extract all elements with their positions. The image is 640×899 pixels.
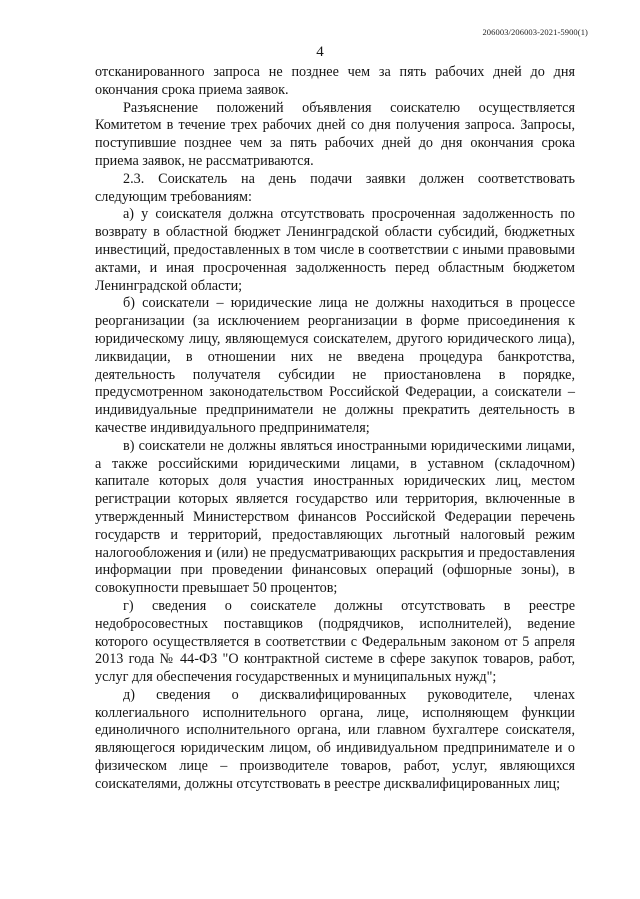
page-number: 4 <box>316 44 324 60</box>
paragraph-item-v: в) соискатели не должны являться иностранными юридическими лицами, а также российскими юридическими лицами, в уставном (складочном) капитале которых доля участия иностранных юридических лиц, местом регистрации которых является государство или территория, включенные в утвержденный Министерством финансов Российской Федерации перечень государств и территорий, предоставляющих льготный налоговый режим налогообложения и (или) не предусматривающих раскрытия и предоставления информации при проведении финансовых операций (офшорные зоны), в совокупности превышает 50 процентов; <box>95 437 575 597</box>
paragraph-item-d: д) сведения о дисквалифицированных руководителе, членах коллегиального исполнительного органа, лице, исполняющем функции единоличного исполнительного органа, или главном бухгалтере соискателя, являющегося юридическим лицом, об индивидуальном предпринимателе и о физическом лице – производителе товаров, работ, услуг, являющихся соискателями, должны отсутствовать в реестре дисквалифицированных лиц; <box>95 686 575 792</box>
paragraph-clarification: Разъяснение положений объявления соискателю осуществляется Комитетом в течение трех рабочих дней со дня получения запроса. Запросы, поступившие позднее чем за пять рабочих дней до дня окончания срока приема заявок, не рассматриваются. <box>95 99 575 169</box>
paragraph-item-b: б) соискатели – юридические лица не должны находиться в процессе реорганизации (за исключением реорганизации в форме присоединения к юридическому лицу, являющемуся соискателем, другого юридического лица), ликвидации, в отношении них не введена процедура банкротства, деятельность получателя субсидии не приостановлена в порядке, предусмотренном законодательством Российской Федерации, а соискатели – индивидуальные предприниматели не должны прекратить деятельность в качестве индивидуального предпринимателя; <box>95 295 575 436</box>
paragraph-item-a: а) у соискателя должна отсутствовать просроченная задолженность по возврату в областной бюджет Ленинградской области субсидий, бюджетных инвестиций, предоставленных в том числе в соответствии с иными правовыми актами, и иная просроченная задолженность перед областным бюджетом Ленинградской области; <box>95 206 575 294</box>
paragraph-continuation: отсканированного запроса не позднее чем за пять рабочих дней до дня окончания срока приема заявок. <box>95 64 575 98</box>
paragraph-section-2-3: 2.3. Соискатель на день подачи заявки должен соответствовать следующим требованиям: <box>95 170 575 205</box>
paragraph-item-g: г) сведения о соискателе должны отсутствовать в реестре недобросовестных поставщиков (подрядчиков, исполнителей), ведение которого осуществляется в соответствии с Федеральным законом от 5 апреля 2013 года № 44-ФЗ "О контрактной системе в сфере закупок товаров, работ, услуг для обеспечения государственных и муниципальных нужд"; <box>95 597 575 686</box>
document-id: 206003/206003-2021-5900(1) <box>482 27 588 37</box>
document-body <box>95 64 575 794</box>
